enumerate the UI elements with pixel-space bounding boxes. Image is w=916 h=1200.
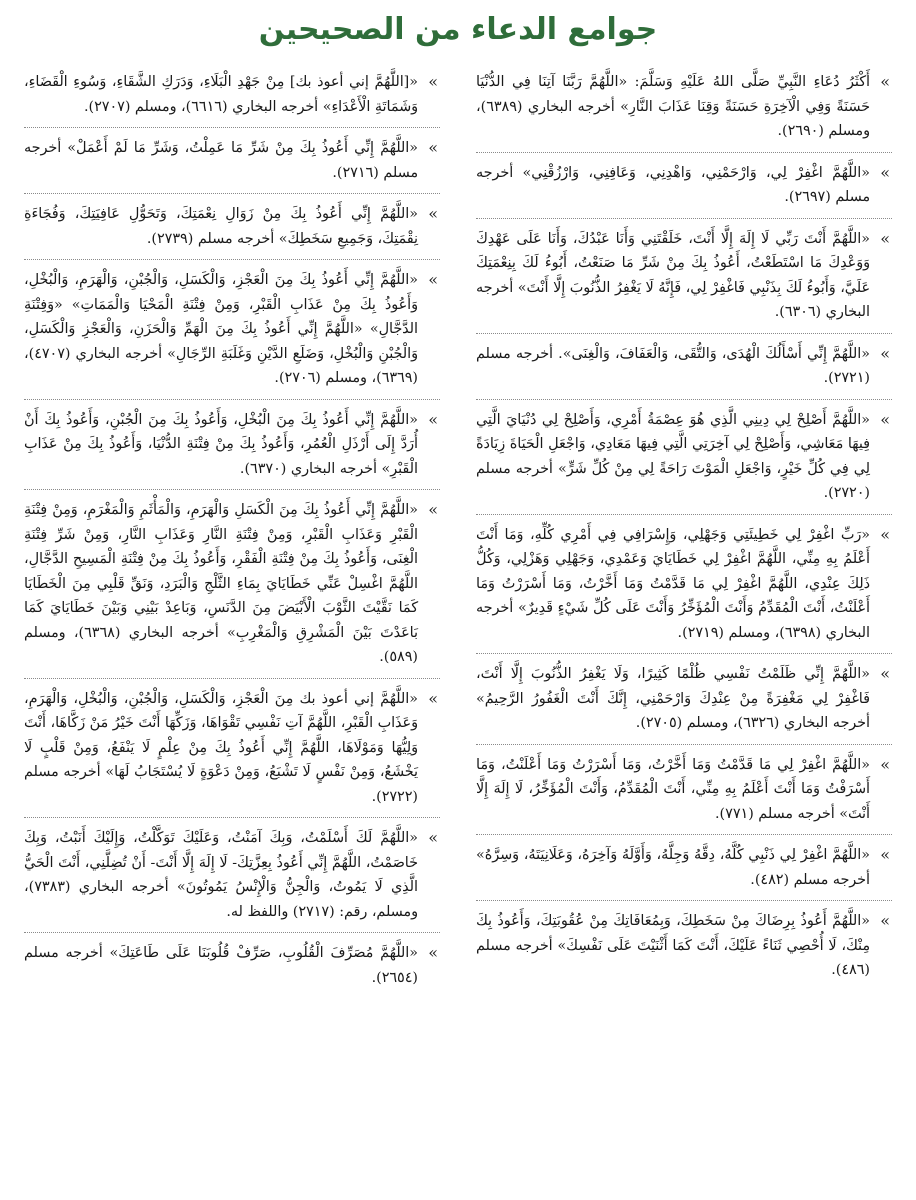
dua-entry: » «اللَّهُمَّ لَكَ أَسْلَمْتُ، وَبِكَ آمَنْتُ، وَعَلَيْكَ تَوَكَّلْتُ، وَإِلَيْكَ أَنَبْتُ، وَبِكَ خَاصَمْتُ، اللَّهُمَّ إِنِّي أَعُوذُ بِعِزَّتِكَ- لَا إِلَهَ إِلَّا أَنْتَ- أَنْ تُضِلَّنِي، أَنْتَ الْحَيُّ الَّذِي لَا يَمُوتُ، وَالْجِنُّ وَالْإِنْسُ يَمُوتُونَ» أخرجه البخاري (٧٣٨٣)، ومسلم، رقم: (٢٧١٧) واللفظ له. (24, 818, 440, 933)
dua-entry: » أَكْثَرُ دُعَاءِ النَّبِيِّ صَلَّى اللهُ عَلَيْهِ وَسَلَّمَ: «اللَّهُمَّ رَبَّنَا آتِنَا فِي الدُّنْيَا حَسَنَةً وَفِي الْآخِرَةِ حَسَنَةً وَقِنَا عَذَابَ النَّارِ» أخرجه البخاري (٦٣٨٩)، ومسلم (٢٦٩٠). (476, 62, 892, 153)
left-column (24, 62, 440, 1188)
dua-entry: » «اللَّهُمَّ إِنِّي أَعُوذُ بِكَ مِنَ الْعَجْزِ، وَالْكَسَلِ، وَالْجُبْنِ، وَالْهَرَمِ، وَالْبُخْلِ، وَأَعُوذُ بِكَ مِنْ عَذَابِ الْقَبْرِ، وَمِنْ فِتْنَةِ الْمَحْيَا وَالْمَمَاتِ» «وَفِتْنَةِ الدَّجَّالِ» «اللَّهُمَّ إِنِّي أَعُوذُ بِكَ مِنَ الْهَمِّ وَالْحَزَنِ، وَالْعَجْزِ وَالْكَسَلِ، وَالْجُبْنِ وَالْبُخْلِ، وَضَلَعِ الدَّيْنِ وَغَلَبَةِ الرِّجَالِ» أخرجه البخاري (٤٧٠٧)، (٦٣٦٩)، ومسلم (٢٧٠٦). (24, 260, 440, 400)
dua-entry: » «رَبِّ اغْفِرْ لِي خَطِيئَتِي وَجَهْلِي، وَإِسْرَافِي فِي أَمْرِي كُلِّهِ، وَمَا أَنْتَ أَعْلَمُ بِهِ مِنِّي، اللَّهُمَّ اغْفِرْ لِي خَطَايَايَ وَعَمْدِي، وَجَهْلِي وَهَزْلِي، وَكُلُّ ذَلِكَ عِنْدِي، اللَّهُمَّ اغْفِرْ لِي مَا قَدَّمْتُ وَمَا أَخَّرْتُ، وَمَا أَسْرَرْتُ وَمَا أَعْلَنْتُ، أَنْتَ الْمُقَدِّمُ وَأَنْتَ الْمُؤَخِّرُ وَأَنْتَ عَلَى كُلِّ شَيْءٍ قَدِيرٌ» أخرجه البخاري (٦٣٩٨)، ومسلم (٢٧١٩). (476, 515, 892, 655)
dua-entry: » «[اللَّهُمَّ إني أعوذ بك] مِنْ جَهْدِ الْبَلَاءِ، وَدَرَكِ الشَّقَاءِ، وَسُوءِ الْقَضَاءِ، وَشَمَاتَةِ الْأَعْدَاءِ» أخرجه البخاري (٦٦١٦)، ومسلم (٢٧٠٧). (24, 62, 440, 128)
dua-entry: » «اللَّهُمَّ أَنْتَ رَبِّي لَا إِلَهَ إِلَّا أَنْتَ، خَلَقْتَنِي وَأَنَا عَبْدُكَ، وَأَنَا عَلَى عَهْدِكَ وَوَعْدِكَ مَا اسْتَطَعْتُ، أَعُوذُ بِكَ مِنْ شَرِّ مَا صَنَعْتُ، أَبُوءُ لَكَ بِنِعْمَتِكَ عَلَيَّ، وَأَبُوءُ لَكَ بِذَنْبِي فَاغْفِرْ لِي، فَإِنَّهُ لَا يَغْفِرُ الذُّنُوبَ إِلَّا أَنْتَ» أخرجه البخاري (٦٣٠٦). (476, 219, 892, 334)
page-title: جوامع الدعاء من الصحيحين (258, 12, 658, 47)
dua-entry: » «اللَّهُمَّ إني أعوذ بك مِنَ الْعَجْزِ، وَالْكَسَلِ، وَالْجُبْنِ، وَالْبُخْلِ، وَالْهَرَمِ، وَعَذَابِ الْقَبْرِ، اللَّهُمَّ آتِ نَفْسِي تَقْوَاهَا، وَزَكِّهَا أَنْتَ خَيْرُ مَنْ زَكَّاهَا، أَنْتَ وَلِيُّهَا وَمَوْلَاهَا، اللَّهُمَّ إِنِّي أَعُوذُ بِكَ مِنْ عِلْمٍ لَا يَنْفَعُ، وَمِنْ قَلْبٍ لَا يَخْشَعُ، وَمِنْ نَفْسٍ لَا تَشْبَعُ، وَمِنْ دَعْوَةٍ لَا يُسْتَجَابُ لَهَا» أخرجه مسلم (٢٧٢٢). (24, 679, 440, 819)
dua-entry: » «اللَّهُمَّ مُصَرِّفَ الْقُلُوبِ، صَرِّفْ قُلُوبَنَا عَلَى طَاعَتِكَ» أخرجه مسلم (٢٦٥٤). (24, 933, 440, 998)
dua-entry: » «اللَّهُمَّ إِنِّي أَعُوذُ بِكَ مِنَ الْبُخْلِ، وَأَعُوذُ بِكَ مِنَ الْجُبْنِ، وَأَعُوذُ بِكَ أَنْ أُرَدَّ إِلَى أَرْذَلِ الْعُمُرِ، وَأَعُوذُ بِكَ مِنْ فِتْنَةِ الدُّنْيَا، وَأَعُوذُ بِكَ مِنْ عَذَابِ الْقَبْرِ» أخرجه البخاري (٦٣٧٠). (24, 400, 440, 491)
dua-entry: » «اللَّهُمَّ إِنِّي أَعُوذُ بِكَ مِنْ شَرِّ مَا عَمِلْتُ، وَشَرِّ مَا لَمْ أَعْمَلْ» أخرجه مسلم (٢٧١٦). (24, 128, 440, 194)
dua-entry: » «اللَّهُمَّ اغْفِرْ لِي، وَارْحَمْنِي، وَاهْدِنِي، وَعَافِنِي، وَارْزُقْنِي» أخرجه مسلم (٢٦٩٧). (476, 153, 892, 219)
dua-entry: » «اللَّهُمَّ إِنِّي ظَلَمْتُ نَفْسِي ظُلْمًا كَثِيرًا، وَلَا يَغْفِرُ الذُّنُوبَ إِلَّا أَنْتَ، فَاغْفِرْ لِي مَغْفِرَةً مِنْ عِنْدِكَ وَارْحَمْنِي، إِنَّكَ أَنْتَ الْغَفُورُ الرَّحِيمُ» أخرجه البخاري (٦٣٢٦)، ومسلم (٢٧٠٥). (476, 654, 892, 745)
dua-entry: » «اللَّهُمَّ إِنِّي أَعُوذُ بِكَ مِنَ الْكَسَلِ وَالْهَرَمِ، وَالْمَأْثَمِ وَالْمَغْرَمِ، وَمِنْ فِتْنَةِ الْقَبْرِ وَعَذَابِ الْقَبْرِ، وَمِنْ فِتْنَةِ النَّارِ وَعَذَابِ النَّارِ، وَمِنْ شَرِّ فِتْنَةِ الْغِنَى، وَأَعُوذُ بِكَ مِنْ فِتْنَةِ الْفَقْرِ، وَأَعُوذُ بِكَ مِنْ فِتْنَةِ الْمَسِيحِ الدَّجَّالِ، اللَّهُمَّ اغْسِلْ عَنِّي خَطَايَايَ بِمَاءِ الثَّلْجِ وَالْبَرَدِ، وَنَقِّ قَلْبِي مِنَ الْخَطَايَا كَمَا نَقَّيْتَ الثَّوْبَ الْأَبْيَضَ مِنَ الدَّنَسِ، وَبَاعِدْ بَيْنِي وَبَيْنَ خَطَايَايَ كَمَا بَاعَدْتَ بَيْنَ الْمَشْرِقِ وَالْمَغْرِبِ» أخرجه البخاري (٦٣٦٨)، ومسلم (٥٨٩). (24, 490, 440, 679)
dua-entry: » «اللَّهُمَّ اغْفِرْ لِي مَا قَدَّمْتُ وَمَا أَخَّرْتُ، وَمَا أَسْرَرْتُ وَمَا أَعْلَنْتُ، وَمَا أَسْرَفْتُ وَمَا أَنْتَ أَعْلَمُ بِهِ مِنِّي، أَنْتَ الْمُقَدِّمُ، وَأَنْتَ الْمُؤَخِّرُ، لَا إِلَهَ إِلَّا أَنْتَ» أخرجه مسلم (٧٧١). (476, 745, 892, 836)
dua-entry: » «اللَّهُمَّ أَعُوذُ بِرِضَاكَ مِنْ سَخَطِكَ، وَبِمُعَافَاتِكَ مِنْ عُقُوبَتِكَ، وَأَعُوذُ بِكَ مِنْكَ، لَا أُحْصِي ثَنَاءً عَلَيْكَ، أَنْتَ كَمَا أَثْنَيْتَ عَلَى نَفْسِكَ» أخرجه مسلم (٤٨٦). (476, 901, 892, 991)
dua-entry: » «اللَّهُمَّ إِنِّي أَسْأَلُكَ الْهُدَى، وَالتُّقَى، وَالْعَفَافَ، وَالْغِنَى». أخرجه مسلم (٢٧٢١). (476, 334, 892, 400)
right-column (476, 62, 892, 1188)
dua-entry: » «اللَّهُمَّ أَصْلِحْ لِي دِينِي الَّذِي هُوَ عِصْمَةُ أَمْرِي، وَأَصْلِحْ لِي دُنْيَايَ الَّتِي فِيهَا مَعَاشِي، وَأَصْلِحْ لِي آخِرَتِي الَّتِي فِيهَا مَعَادِي، وَاجْعَلِ الْحَيَاةَ زِيَادَةً لِي فِي كُلِّ خَيْرٍ، وَاجْعَلِ الْمَوْتَ رَاحَةً لِي مِنْ كُلِّ شَرٍّ» أخرجه مسلم (٢٧٢٠). (476, 400, 892, 515)
dua-entry: » «اللَّهُمَّ اغْفِرْ لِي ذَنْبِي كُلَّهُ، دِقَّهُ وَجِلَّهُ، وَأَوَّلَهُ وَآخِرَهُ، وَعَلَانِيَتَهُ، وَسِرَّهُ» أخرجه مسلم (٤٨٢). (476, 835, 892, 901)
dua-entry: » «اللَّهُمَّ إِنِّي أَعُوذُ بِكَ مِنْ زَوَالِ نِعْمَتِكَ، وَتَحَوُّلِ عَافِيَتِكَ، وَفُجَاءَةِ نِقْمَتِكَ، وَجَمِيعِ سَخَطِكَ» أخرجه مسلم (٢٧٣٩). (24, 194, 440, 260)
